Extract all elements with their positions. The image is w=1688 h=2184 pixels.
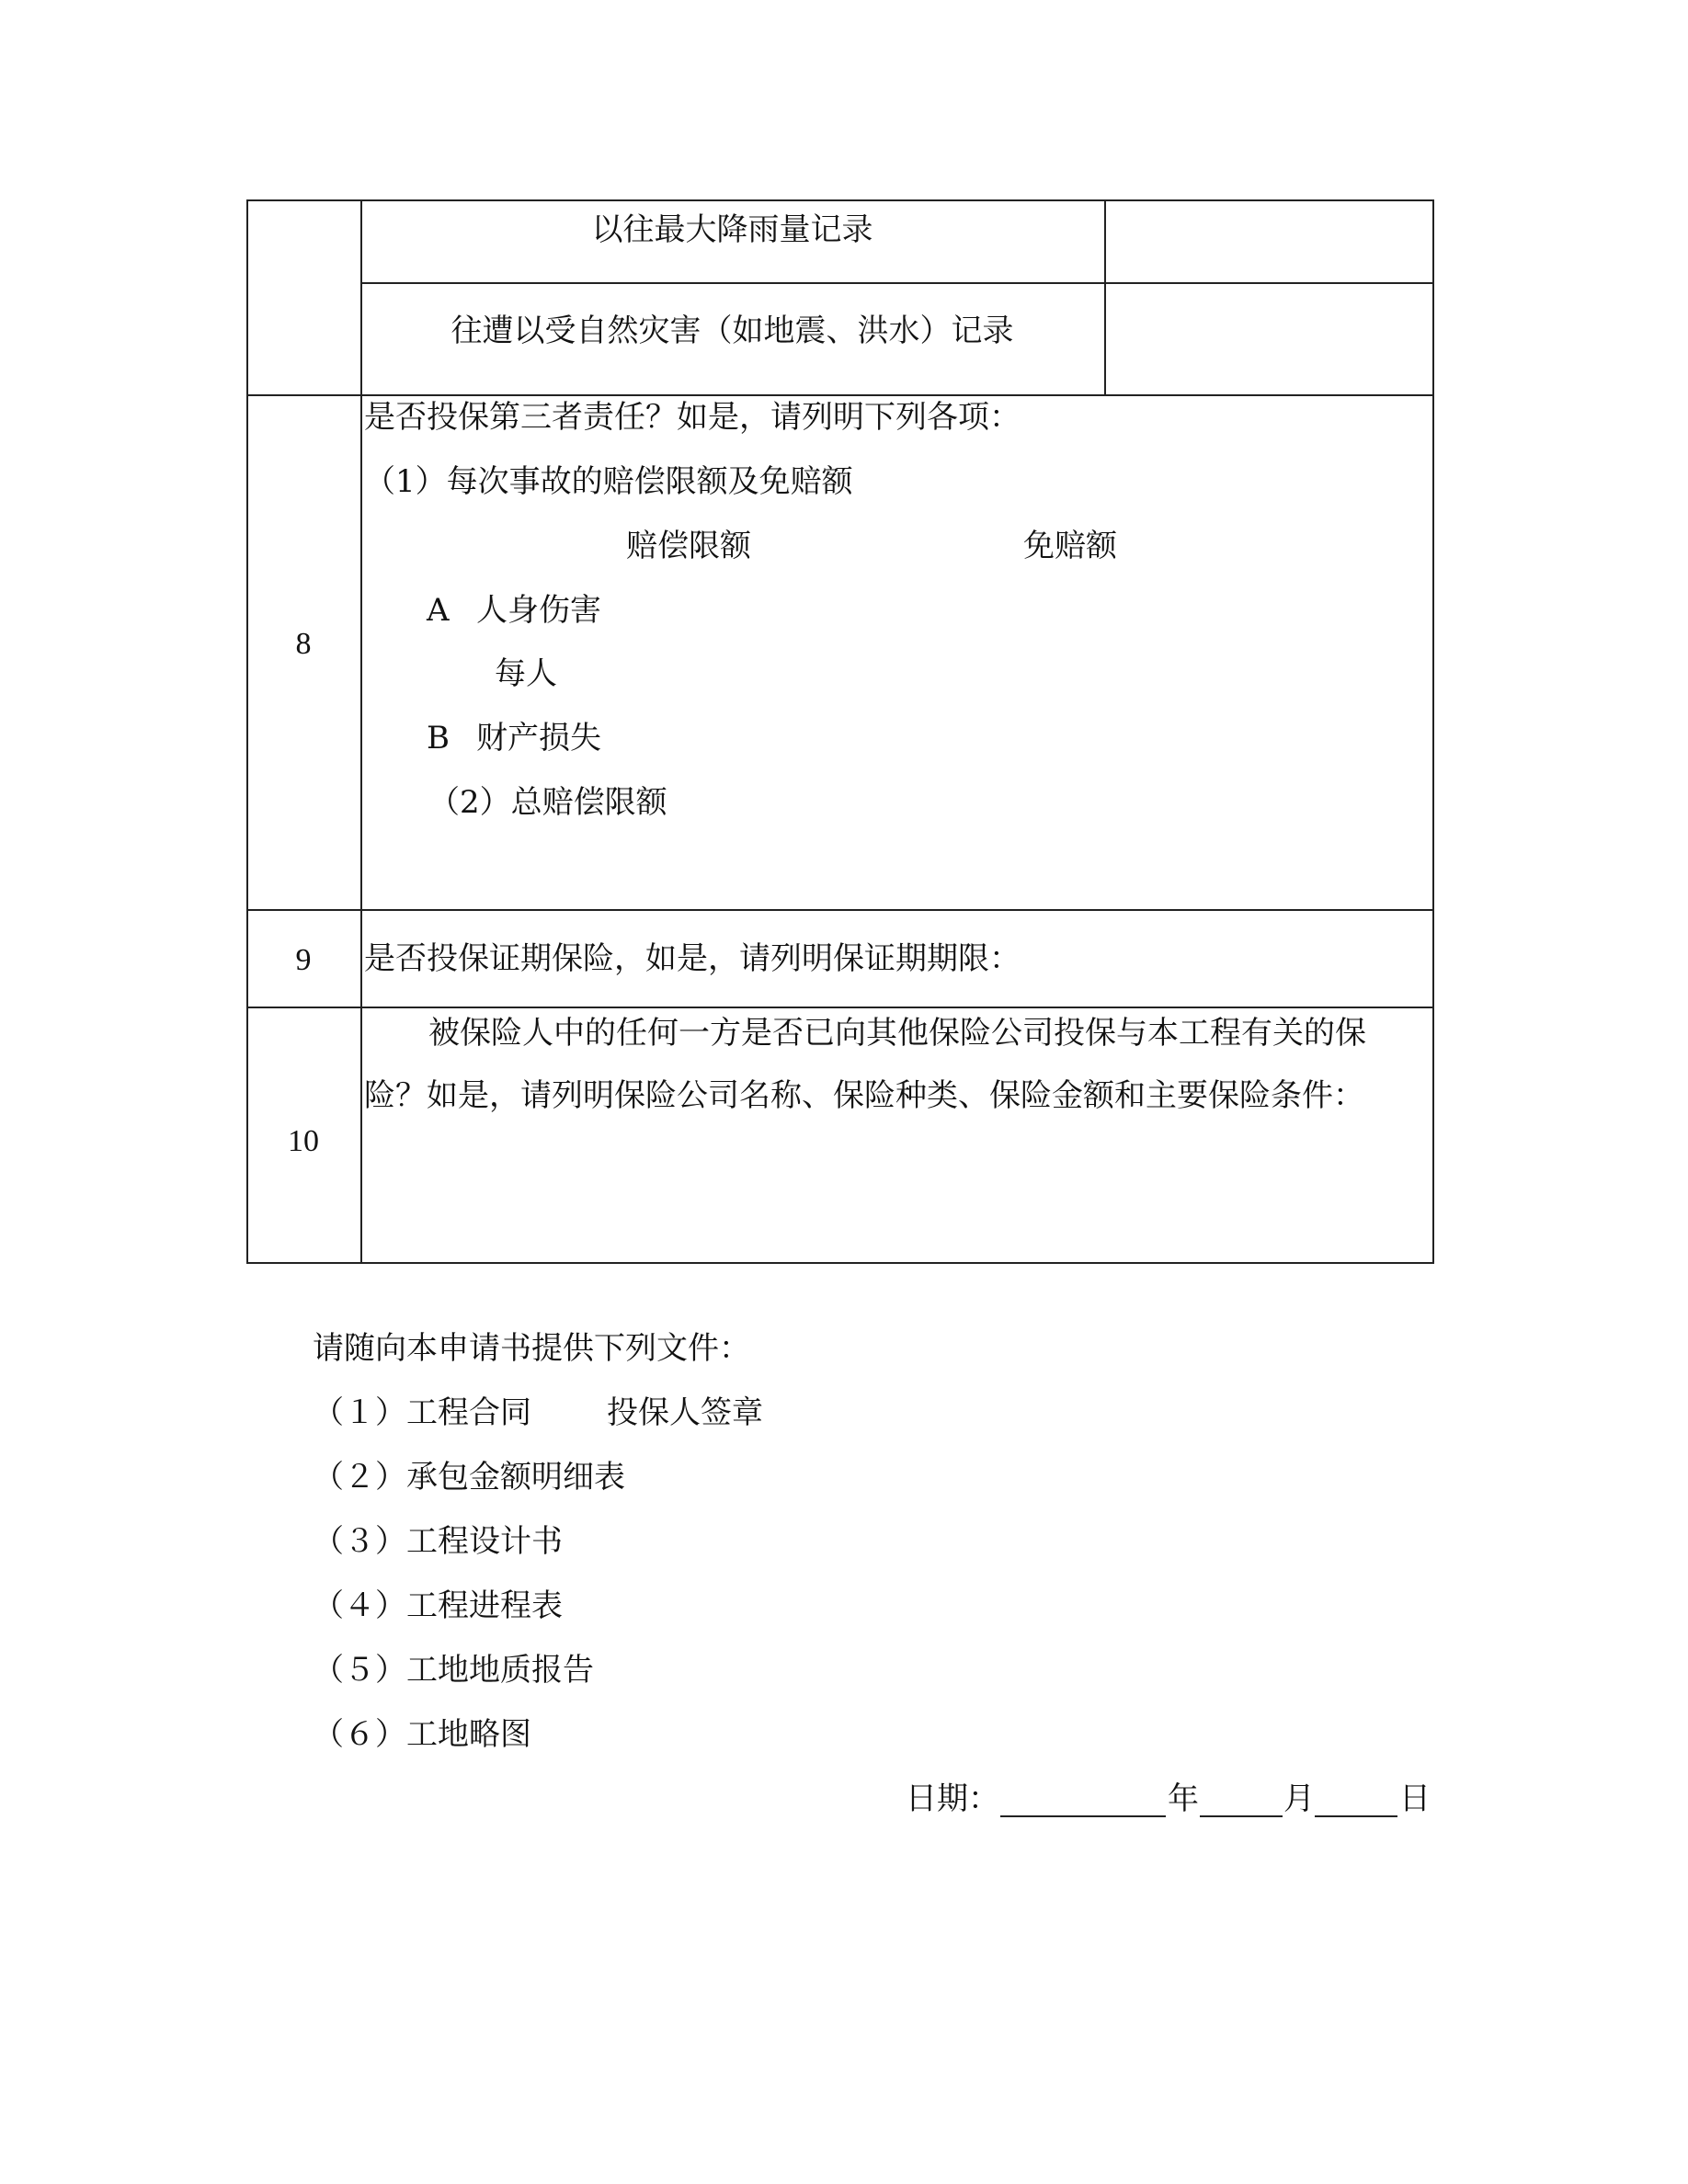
row10-number: 10 xyxy=(288,1124,319,1158)
date-day-label: 日 xyxy=(1399,1780,1431,1817)
bodily-injury-label: 人身伤害 xyxy=(476,592,601,629)
warranty-period-question: 是否投保证期保险，如是，请列明保证期期限： xyxy=(364,940,1021,977)
table-border-top xyxy=(246,199,1434,201)
total-limit-label: （2）总赔偿限额 xyxy=(428,784,667,821)
other-insurance-question-line2: 险？如是，请列明保险公司名称、保险种类、保险金额和主要保险条件： xyxy=(364,1077,1364,1114)
row8-top-border xyxy=(246,394,1434,396)
document-item: （１）工程合同 xyxy=(313,1394,531,1431)
row9-top-border xyxy=(246,909,1434,911)
table-border-right xyxy=(1432,199,1434,1264)
property-loss-label: 财产损失 xyxy=(476,720,601,756)
date-month-blank[interactable] xyxy=(1200,1815,1283,1817)
date-year-label: 年 xyxy=(1168,1780,1199,1817)
disaster-record-label: 往遭以受自然灾害（如地震、洪水）记录 xyxy=(451,313,1014,349)
third-party-question: 是否投保第三者责任？如是，请列明下列各项： xyxy=(364,399,1021,436)
row7-value-divider xyxy=(1104,199,1106,396)
per-person-label: 每人 xyxy=(495,655,557,692)
row8-number: 8 xyxy=(295,627,312,661)
date-label: 日期： xyxy=(906,1780,999,1817)
per-accident-limit-label: （1）每次事故的赔偿限额及免赔额 xyxy=(364,463,853,500)
documents-intro: 请随向本申请书提供下列文件： xyxy=(313,1330,750,1367)
item-a-letter: A xyxy=(427,592,450,629)
date-month-label: 月 xyxy=(1283,1780,1315,1817)
deductible-column-header: 免赔额 xyxy=(1023,528,1117,564)
limit-column-header: 赔偿限额 xyxy=(626,528,751,564)
table-border-left xyxy=(246,199,248,1264)
table-border-bottom xyxy=(246,1262,1434,1264)
document-item: （３）工程设计书 xyxy=(313,1523,563,1560)
other-insurance-question-line1: 被保险人中的任何一方是否已向其他保险公司投保与本工程有关的保 xyxy=(428,1015,1366,1052)
document-item: （６）工地略图 xyxy=(313,1716,531,1753)
row7-inner-divider xyxy=(360,282,1434,284)
document-item: （２）承包金额明细表 xyxy=(313,1459,625,1496)
application-table xyxy=(246,199,1434,1264)
number-column-divider xyxy=(360,199,362,1264)
row9-number: 9 xyxy=(295,943,312,977)
document-item: （５）工地地质报告 xyxy=(313,1652,594,1689)
row10-top-border xyxy=(246,1007,1434,1008)
document-item: （４）工程进程表 xyxy=(313,1587,563,1624)
signature-label: 投保人签章 xyxy=(607,1394,763,1431)
rain-record-label: 以往最大降雨量记录 xyxy=(591,211,873,248)
date-day-blank[interactable] xyxy=(1315,1815,1397,1817)
date-year-blank[interactable] xyxy=(1000,1815,1166,1817)
item-b-letter: B xyxy=(427,720,450,756)
